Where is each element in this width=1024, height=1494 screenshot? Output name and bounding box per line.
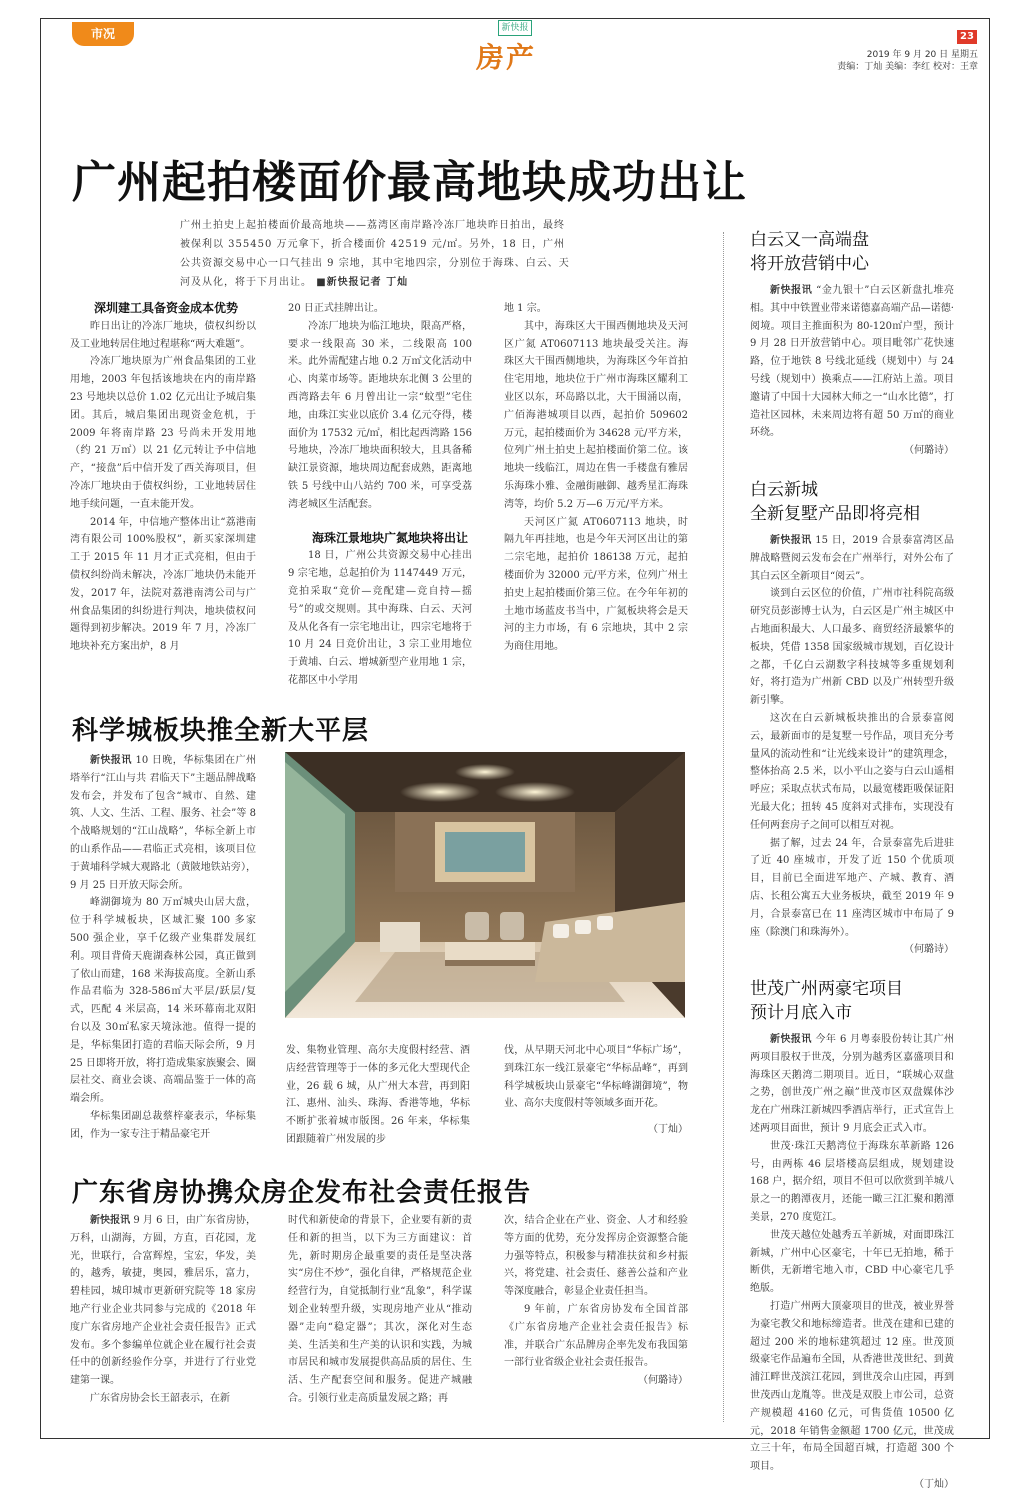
paragraph: 世茂·珠江天鹅湾位于海珠东革新路 126 号，由两栋 46 层塔楼高层组成，规划建设 168 户，据介绍，项目不但可以欣赏到羊城八景之一的鹅潭夜月，还能一瞰三江汇聚和鹅潭美景，270 度览江。 [750,1140,954,1224]
subhead-1: 深圳建工具备资金成本优势 [94,301,239,315]
paragraph: 天河区广氮 AT0607113 地块，时隔九年再挂地，也是今年天河区出让的第二宗宅地，起拍价 186138 万元，起拍楼面价为 32000 元/平方米，位列广州土拍史上起拍楼面价第三位。在今年年初的土地市场蓝皮书当中，广氮板块将会是天河的主力市场，有 6 宗地块，其中 2 宗为商住用地。 [504,516,688,653]
main-lead [180,216,575,292]
lead-tag: 新快报讯 [770,285,813,296]
lead-tag: 新快报讯 [90,1215,131,1226]
author-credit: （何璐诗） [904,944,954,956]
paragraph [70,1212,256,1390]
story1-text: “金九银十”白云区新盘扎堆亮相。其中中铁置业带来诺德嘉高端产品—诺德·阅境。项目主推面积为 80-120㎡户型，预计 9 月 28 日开放营销中心。项目毗邻广花快速路，位于地铁 8 号线北延线（规划中）与 24 号线（规划中）换乘点——江府站上盖。项目邀请了中国十大园林大师之一“山水比德”，打造社区园林，未来周边将有超 50 万㎡的商业环绕。 [750,285,955,439]
sidebar-story-2 [750,478,954,959]
sidebar-headline-2: 白云新城 全新复墅产品即将亮相 [750,479,920,524]
sidebar-headline-3: 世茂广州两豪宅项目 预计月底入市 [750,979,903,1024]
second-col-1 [70,752,256,1144]
luxury-living-room-photo [285,752,685,1018]
paragraph: 时代和新使命的背景下，企业要有新的责任和新的担当，以下为三方面建议：首先，新时期房企最重要的责任是坚决落实“房住不炒”，强化自律，严格规范企业经营行为，自觉抵制行业“乱象”，科学谋划企业转型升级，实现房地产业从“推动器”走向“稳定器”；其次，深化对生态美、生活美和生产美的认识和实践，为城市居民和城市发展提供高品质的居住、生活、生产配套空间和服务。促进产城融合。引领行业走高质量发展之路；再 [288,1215,472,1404]
second-headline: 科学城板块推全新大平层 [72,716,370,746]
author-credit: （何璐诗） [638,1375,688,1387]
paragraph: 广东省房协会长王韶表示，在新 [90,1392,230,1404]
paragraph: 据了解，过去 24 年，合景泰富先后进驻了近 40 座城市，开发了近 150 个优质项目，目前已全面进军地产、产城、教育、酒店、长租公寓五大业务板块，截至 2019 年 9 月，合景泰富已在 11 座湾区城市中布局了 9 座（除澳门和珠海外）。 [750,837,954,938]
third-col-2 [288,1212,472,1408]
paragraph: 冷冻厂地块为临江地块，限高严格，要求一线限高 30 米，二线限高 100 米。此外需配建占地 0.2 万㎡文化活动中心、肉菜市场等。距地块东北侧 3 公里的西湾路去年 6 月曾出让一宗“蚊型”宅住地，由珠江实业以底价 3.4 亿元夺得，楼面价为 17532 元/㎡，相比起西湾路 156 号地块，冷冻厂地块面积较大，且具备稀缺江景资源，地块周边配套成熟，距离地铁 5 号线中山八站约 700 米，可享受荔湾老城区生活配套。 [288,320,472,510]
paragraph: 2014 年，中信地产整体出让“荔港南湾有限公司 100%股权”，新买家深圳建工于 2015 年 11 月才正式亮相，但由于债权纠纷尚未解决，冷冻厂地块仍未能开发，2017 年，法院对荔港南湾公司与广州食品集团的纠纷进行判决，地块债权问题得到初步解决。2019 年 7 月，冷冻厂地块补充方案出炉，8 月 [70,516,256,653]
main-col-2 [288,300,472,690]
paragraph [750,1031,954,1138]
paragraph: 世茂天越位处越秀五羊新城，对面即珠江新城，广州中心区豪宅，十年已无拍地，稀于断供，无新增宅地入市，CBD 中心豪宅几乎绝版。 [750,1229,954,1295]
byline: ■新快报记者 丁灿 [316,277,409,288]
editors-line: 责编：丁灿 美编：李红 校对：王章 [837,62,978,72]
page-number: 23 [957,30,977,44]
column-divider [723,232,724,1422]
section-title: 房产 [476,41,537,74]
paragraph: 9 年前，广东省房协发布全国首部《广东省房地产企业社会责任报告》标准，并联合广东品牌房企率先发布我国第一部行业省级企业社会责任报告。 [504,1303,688,1369]
paragraph: 谈到白云区位的价值，广州市社科院高级研究员彭澎博士认为，白云区是广州主城区中占地面积最大、人口最多、商贸经济最繁华的板块，凭借 1358 国家级城市规划，百亿设计之都，千亿白云湖数字科技城等多重规划利好，将打造为广州新 CBD 以及广州转型升级新引擎。 [750,588,954,707]
paragraph: 其中，海珠区大干围西侧地块及天河区广氮 AT0607113 地块最受关注。海珠区大干围西侧地块，为海珠区今年首拍住宅用地，地块位于广州市海珠区耀利工业区以东，环岛路以北，大干围涌以南，广佰海港城项目以西，起拍价 509602 万元，起拍楼面价为 34628 元/平方米，位列广州土拍史上起拍楼面价第二位。该地块一线临江，周边在售一手楼盘有雅居乐海珠小雅、金融街融御、越秀星汇海珠湾等，均价 5.2 万—6 万元/平方米。 [504,320,688,510]
paragraph [750,282,954,442]
paragraph [750,532,954,585]
paragraph: 打造广州两大顶豪项目的世茂，被业界誉为豪宅教父和地标缔造者。世茂在建和已建的超过 200 米的地标建筑超过 12 座。世茂顶级豪宅作品遍布全国，从香港世茂世纪、到黄浦江畔世茂滨江花园，到世茂佘山庄园，再到世茂西山龙胤等。世茂是双股上市公司，总资产规模超 4160 亿元，可售货值 10500 亿元，2018 年销售金额超 1700 亿元，世茂成立三十年，布局全国超百城，打造超 300 个项目。 [750,1301,954,1473]
issue-date: 2019 年 9 月 20 日 星期五 [866,50,978,60]
main-col-3 [504,300,688,656]
sidebar-story-3 [750,977,954,1494]
paragraph: 冷冻厂地块原为广州食品集团的工业用地，2003 年包括该地块在内的南岸路 23 号地块以总价 1.02 亿元出让予城启集团。其后，城启集团出现资金危机，于 2009 年将南岸路 23 号尚未开发用地（约 21 万㎡）以 21 亿元转让予中信地产，“接盘”后中信开发了西关海项目，但冷冻厂地块由于债权纠纷，工业地转居住地手续问题，一直未能开发。 [70,356,256,510]
paragraph: 发、集物业管理、高尔夫度假村经营、酒店经营管理等于一体的多元化大型现代企业，26 载 6 城，从广州大本营，再到阳江、惠州、汕头、珠海、香港等地，华标不断扩张着城市版图。26 年来，华标集团跟随着广州发展的步 [286,1045,470,1145]
sidebar-headline-1: 白云又一高端盘 将开放营销中心 [750,230,869,274]
paragraph: 峰湖御境为 80 万㎡城央山居大盘，位于科学城板块，区域汇聚 100 多家 500 强企业，享千亿级产业集群发展红利。项目背倚天鹿湖森林公园，真正做到了依山而建，168 米海拔高度。全新山系作品君临为 328-586㎡大平层/跃层/复式，匹配 4 米层高，14 米环幕南北双阳台以及 30㎡私家天境泳池。值得一提的是，华标集团打造的君临天际会所，9 月 25 日即将开放，将打造成集家族聚会、圈层社交、商业会谈、高端品鉴于一体的高端会所。 [70,897,256,1105]
paragraph: 昨日出让的冷冻厂地块，债权纠纷以及工业地转居住地过程堪称“两大难题”。 [70,320,256,350]
section-tag: 市况 [72,22,134,46]
story2-text: 15 日，2019 合景泰富湾区品牌战略暨阅云发布会在广州举行，对外公布了其白云区全新项目“阅云”。 [750,534,955,582]
paragraph: 20 日正式挂牌出让。 [288,303,384,314]
paragraph [70,752,256,894]
main-col-1 [70,300,256,656]
sidebar [750,228,954,1494]
third-headline: 广东省房协携众房企发布社会责任报告 [72,1178,532,1208]
sidebar-story-1 [750,228,954,460]
paragraph: 18 日，广州公共资源交易中心挂出 9 宗宅地，总起拍价为 1147449 万元，竞拍采取“竞价—竞配建—竞自持—摇号”的或交规则。其中海珠、白云、天河及从化各有一宗宅地出让，四宗宅地将于 10 月 24 日竞价出让，3 宗工业用地位于黄埔、白云、增城新型产业用地 1 宗，花都区中小学用 [288,550,472,686]
story3-text: 今年 6 月粤泰股份转让其广州两项目股权于世茂，分别为越秀区嘉盛项目和海珠区天鹅湾二期项目。近日，“联城心双盘之势，创世茂广州之巅”世茂市区双盘媒体沙龙在广州珠江新城四季酒店举行，正式宣告上述两项目面世，预计 9 月底会正式入市。 [750,1034,954,1135]
brand-badge: 新快报 [498,20,532,36]
lead-tag: 新快报讯 [770,534,812,546]
paragraph: 地 1 宗。 [504,303,547,314]
author-credit: （丁灿） [914,1479,954,1491]
author-credit: （何璐诗） [904,445,954,457]
lead-text: 广州土拍史上起拍楼面价最高地块——荔湾区南岸路冷冻厂地块昨日拍出，最终被保利以 355450 万元拿下，折合楼面价 42519 元/㎡。另外，18 日，广州公共资源交易中心一口气挂出 9 宗地，其中宅地四宗，分别位于海珠、白云、天河及从化，将于下月出让。 [180,220,570,288]
lead-tag: 新快报讯 [90,755,132,766]
header-info [837,49,978,73]
author-credit: （丁灿） [648,1124,688,1136]
third-col-3 [504,1212,688,1390]
paragraph: 华标集团副总裁蔡梓豪表示，华标集团，作为一家专注于精品豪宅开 [70,1110,256,1140]
lead-tag: 新快报讯 [770,1034,812,1046]
third-col-1 [70,1212,256,1408]
paragraph: 伐，从早期天河北中心项目“华标广场”，到珠江东一线江景豪宅“华标品峰”，再到科学城板块山景豪宅“华标峰湖御境”，物业、高尔夫度假村等领域多面开花。 [504,1045,688,1110]
col1-text: 9 月 6 日，由广东省房协，万科，山湖海，方圆，方直，百花园，龙光，世联行，合富辉煌，宝宏，华发，美的，越秀，敏捷，奥园，雅居乐，富力，碧桂园，城印城市更新研究院等 18 家房地产行业企业共同参与完成的《2018 年度广东省房地产企业社会责任报告》正式发布。多个参编单位就企业在履行社会责任中的创新经验作分享，并进行了行业党建第一课。 [70,1215,257,1387]
paragraph: 这次在白云新城板块推出的合景泰富阅云，最新面市的是复墅一号作品，项目充分考量风的流动性和“让光线来设计”的建筑理念，整体抬高 2.5 米，以小平山之姿与白云山遥相呼应；采取点状式布局，以最宽楼距吸保证阳光最大化；扭转 45 度斜对式排布，实现没有任何两套房子之间可以相互对视。 [750,712,954,831]
main-headline: 广州起拍楼面价最高地块成功出让 [72,157,747,208]
paragraph: 次，结合企业在产业、资金、人才和经验等方面的优势，充分发挥房企资源整合能力强等特点，积极参与精准扶贫和乡村振兴，将党建、社会责任、慈善公益和产业等深度融合，彰显企业责任担当。 [504,1215,688,1298]
photo-illustration [285,752,685,1018]
subhead-2: 海珠江景地块广氮地块将出让 [312,530,469,545]
intro-text: 10 日晚，华标集团在广州塔举行“江山与共 君临天下”主题品牌战略发布会，并发布了包含“城市、自然、建筑、人文、生活、工程、服务、社会”等 8 个战略规划的“江山战略”，华标全新上市的山系作品——君临正式亮相，该项目位于黄埔科学城大观路北（黄陂地铁站旁），9 月 25 日开放天际会所。 [70,755,256,891]
second-col-3 [504,1042,688,1139]
second-col-2 [286,1042,470,1149]
